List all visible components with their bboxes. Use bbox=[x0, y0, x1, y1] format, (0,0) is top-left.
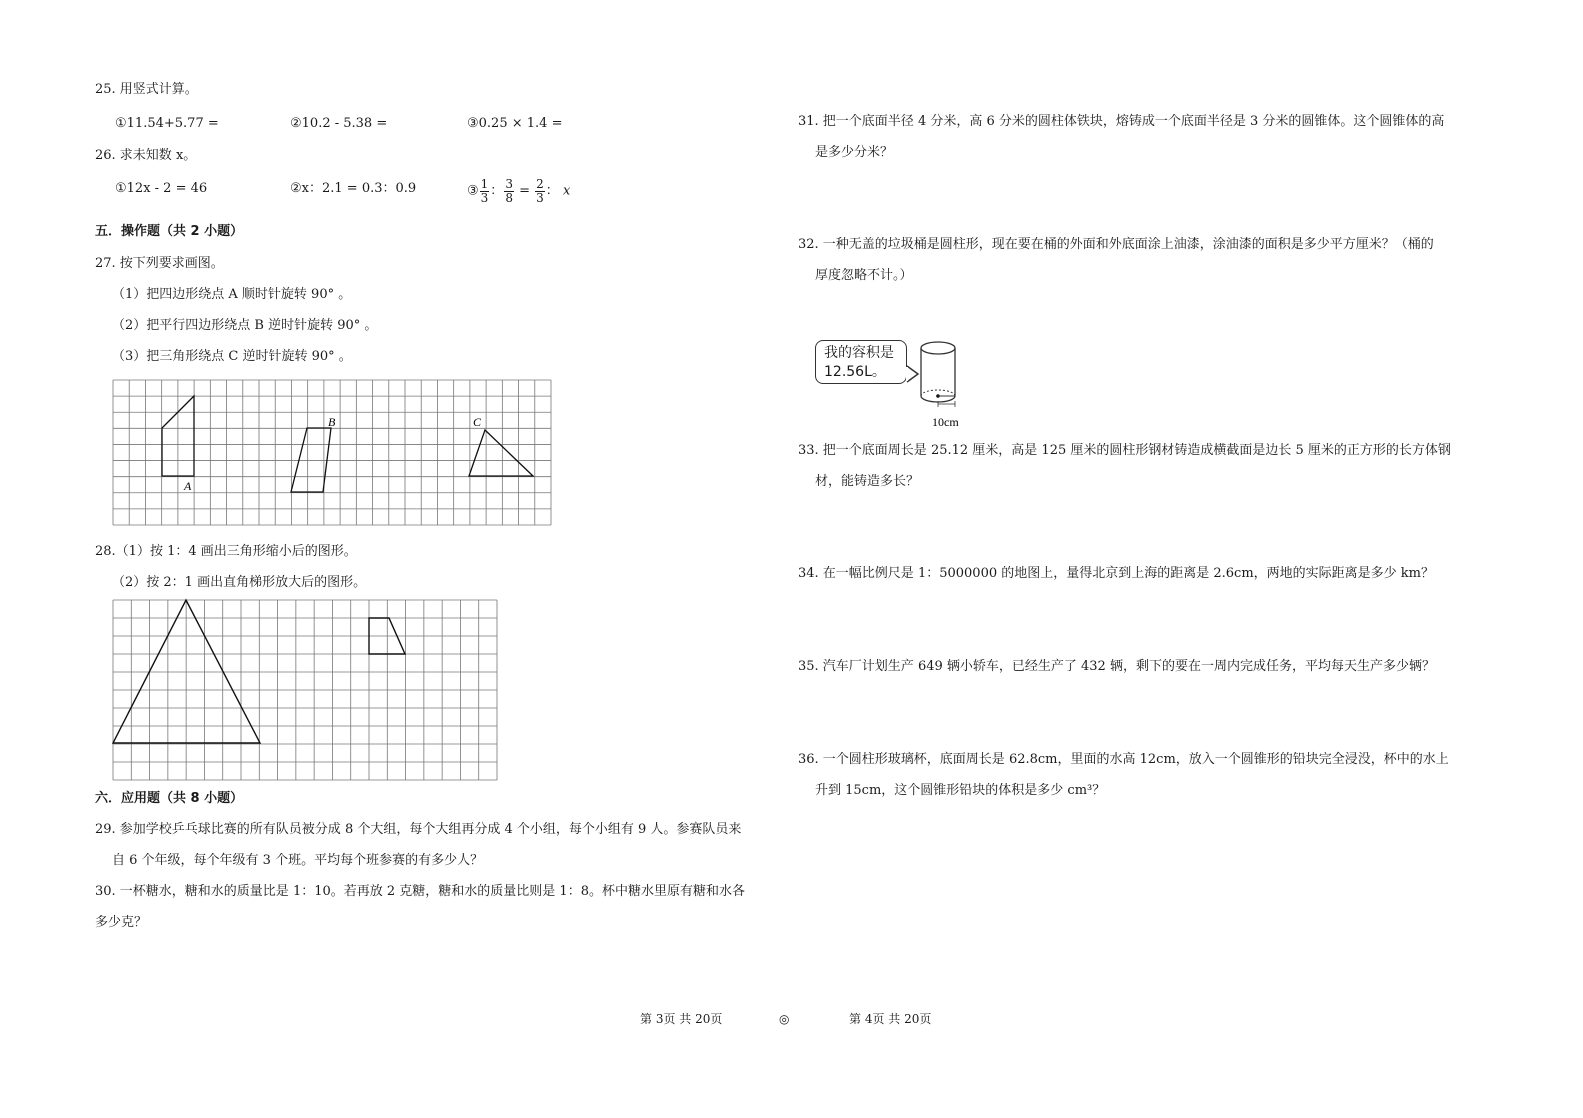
q36-line-1: 36. 一个圆柱形玻璃杯，底面周长是 62.8cm，里面的水高 12cm，放入一个圆锥形的铅块完全浸没，杯中的水上 bbox=[798, 752, 1449, 767]
q25-stem: 25. 用竖式计算。 bbox=[95, 82, 198, 97]
point-c-label: C bbox=[473, 415, 482, 429]
cylinder-figure bbox=[900, 338, 970, 430]
point-a-label: A bbox=[184, 479, 192, 493]
q35-text: 35. 汽车厂计划生产 649 辆小轿车，已经生产了 432 辆，剩下的要在一周内完成任务，平均每天生产多少辆？ bbox=[798, 659, 1435, 674]
grid-lines bbox=[113, 380, 551, 525]
footer-right-page: 第 4页 共 20页 bbox=[849, 1012, 932, 1026]
q28-grid-figure bbox=[113, 600, 497, 780]
q29-line-2: 自 6 个年级，每个年级有 3 个班。平均每个班参赛的有多少人？ bbox=[112, 853, 484, 868]
parallelogram-shape bbox=[291, 428, 331, 492]
section-5-heading: 五．操作题（共 2 小题） bbox=[95, 224, 244, 239]
triangle-shape bbox=[469, 430, 533, 476]
q28-part-2: （2）按 2：1 画出直角梯形放大后的图形。 bbox=[112, 575, 367, 590]
bubble-line-2: 12.56L。 bbox=[824, 363, 886, 380]
q26-item-1: ①12x - 2 = 46 bbox=[115, 181, 208, 196]
q27-part-1: （1）把四边形绕点 A 顺时针旋转 90° 。 bbox=[112, 287, 352, 302]
q33-line-1: 33. 把一个底面周长是 25.12 厘米，高是 125 厘米的圆柱形钢材铸造成横截面是边长 5 厘米的正方形的长方体钢 bbox=[798, 443, 1451, 458]
diameter-label: 10cm bbox=[932, 415, 959, 429]
section-6-heading: 六．应用题（共 8 小题） bbox=[95, 791, 244, 806]
speech-bubble bbox=[815, 340, 907, 384]
q27-grid-figure bbox=[113, 380, 551, 525]
q25-item-2: ②10.2 - 5.38 = bbox=[290, 116, 388, 131]
q27-part-3: （3）把三角形绕点 C 逆时针旋转 90° 。 bbox=[112, 349, 352, 364]
q25-item-3: ③0.25 × 1.4 = bbox=[467, 116, 563, 131]
q36-line-2: 升到 15cm，这个圆锥形铅块的体积是多少 cm³？ bbox=[815, 783, 1106, 798]
q33-line-2: 材，能铸造多长？ bbox=[815, 474, 920, 489]
q31-line-2: 是多少分米？ bbox=[815, 145, 894, 160]
grid-lines bbox=[113, 600, 497, 780]
point-b-label: B bbox=[328, 415, 336, 429]
q31-line-1: 31. 把一个底面半径 4 分米，高 6 分米的圆柱体铁块，熔铸成一个底面半径是 3 分米的圆锥体。这个圆锥体的高 bbox=[798, 114, 1445, 129]
q32-line-2: 厚度忽略不计。） bbox=[815, 268, 913, 283]
q30-line-2: 多少克？ bbox=[95, 915, 148, 930]
q29-line-1: 29. 参加学校乒乓球比赛的所有队员被分成 8 个大组，每个大组再分成 4 个小组，每个小组有 9 人。参赛队员来 bbox=[95, 822, 742, 837]
q28-part-1: 28.（1）按 1：4 画出三角形缩小后的图形。 bbox=[95, 544, 357, 559]
q26-item-3: ③ $\frac{1}{3}$ ： $\frac{3}{8}$ = $\frac{2}{3}$ ： x bbox=[467, 177, 571, 205]
bubble-line-1: 我的容积是 bbox=[824, 345, 894, 361]
footer-center-mark: ◎ bbox=[779, 1012, 790, 1026]
q34-text: 34. 在一幅比例尺是 1：5000000 的地图上，量得北京到上海的距离是 2.6cm，两地的实际距离是多少 km？ bbox=[798, 566, 1434, 581]
q32-line-1: 32. 一种无盖的垃圾桶是圆柱形，现在要在桶的外面和外底面涂上油漆，涂油漆的面积是多少平方厘米？（桶的 bbox=[798, 237, 1434, 252]
q26-item-2: ②x：2.1 = 0.3：0.9 bbox=[290, 181, 417, 196]
footer-left-page: 第 3页 共 20页 bbox=[640, 1012, 723, 1026]
q26-stem: 26. 求未知数 x。 bbox=[95, 148, 197, 163]
q25-item-1: ①11.54+5.77 = bbox=[115, 116, 219, 131]
q27-stem: 27. 按下列要求画图。 bbox=[95, 256, 224, 271]
q30-line-1: 30. 一杯糖水，糖和水的质量比是 1：10。若再放 2 克糖，糖和水的质量比则是 1：8。杯中糖水里原有糖和水各 bbox=[95, 884, 745, 899]
q27-part-2: （2）把平行四边形绕点 B 逆时针旋转 90° 。 bbox=[112, 318, 378, 333]
